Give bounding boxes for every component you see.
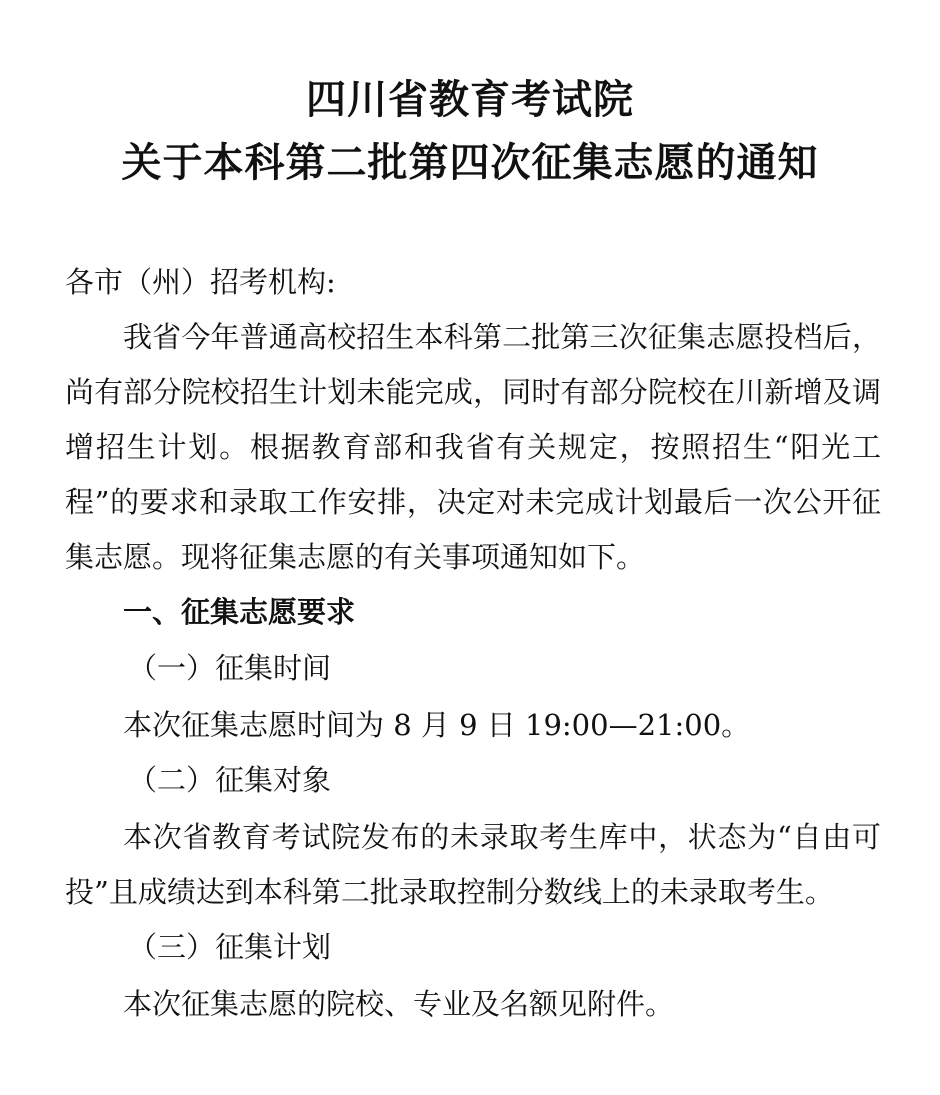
subsection-body-target: 本次省教育考试院发布的未录取考生库中，状态为“自由可投”且成绩达到本科第二批录取控制分数线上的未录取考生。	[65, 820, 881, 909]
salutation: 各市（州）招考机构:	[65, 265, 336, 299]
subsection-heading-target: （二）征集对象	[128, 763, 332, 797]
subsection-heading-plan: （三）征集计划	[128, 930, 332, 964]
subsection-heading-time: （一）征集时间	[128, 651, 332, 685]
section-heading-requirements: 一、征集志愿要求	[123, 595, 356, 629]
document-title-issuer: 四川省教育考试院	[306, 77, 634, 123]
intro-paragraph: 我省今年普通高校招生本科第二批第三次征集志愿投档后，尚有部分院校招生计划未能完成，同时有部分院校在川新增及调增招生计划。根据教育部和我省有关规定，按照招生“阳光工程”的要求和录取工作安排，决定对未完成计划最后一次公开征集志愿。现将征集志愿的有关事项通知如下。	[65, 320, 881, 574]
subsection-body-plan: 本次征集志愿的院校、专业及名额见附件。	[123, 987, 675, 1021]
subsection-body-time: 本次征集志愿时间为 8 月 9 日 19:00—21:00。	[123, 708, 751, 742]
document-title-subject: 关于本科第二批第四次征集志愿的通知	[121, 140, 819, 186]
